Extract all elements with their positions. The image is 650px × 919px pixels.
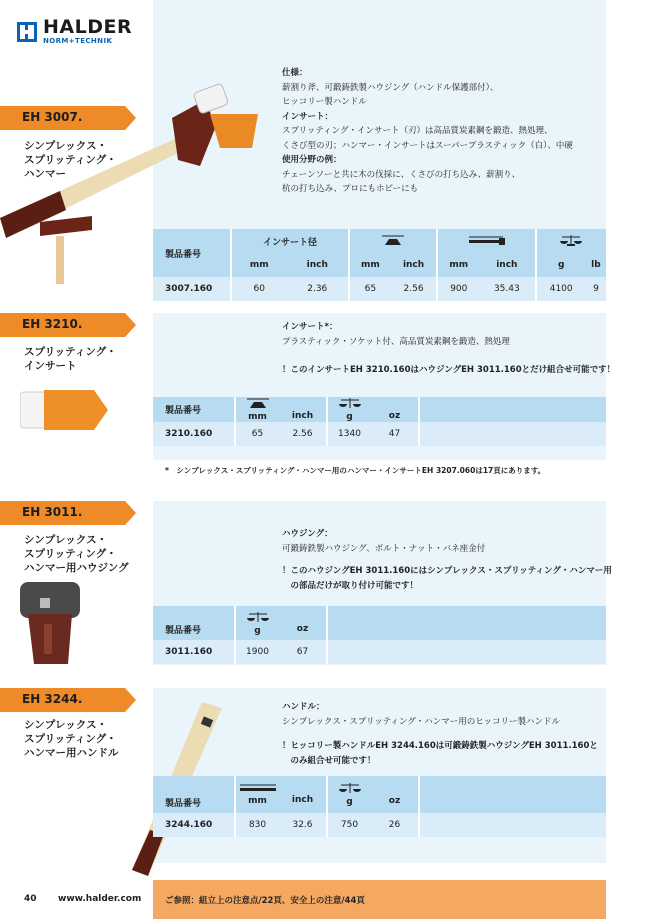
col-product-number: 製品番号 [153,606,235,640]
table-row: 3007.160 60 2.36 65 2.56 900 35.43 4100 9 [153,277,606,301]
halder-logo-mark [17,22,37,42]
insert-diameter-icon [380,234,406,246]
section-3007-description: 仕様： 薪割り斧、可鍛鋳鉄製ハウジング（ハンドル保護部付）、 ヒッコリー製ハンドル インサート： スプリッティング・インサート（刃）は高品質炭素鋼を鍛造、熱処理、 くさび型の刃；ハンマー・インサートはスーパープラスティック（白）、中硬 使用分野の例： チェーンソーと共に木の伐採に、くさびの打ち込み、薪割り、 杭の打ち込み、プロにもホビーにも [282,68,573,194]
col-product-number: 製品番号 [153,229,231,277]
product-code: EH 3011. [22,505,83,519]
section-3011-tag [0,501,125,525]
hammer-housing-image [20,580,82,666]
page-number: 40 [24,894,37,904]
weight-scale-icon [338,782,362,794]
length-icon [467,234,507,246]
footnote: * シンプレックス・スプリッティング・ハンマー用のハンマー・インサートEH 3207.060は17頁にあります。 [165,466,546,475]
section-3244-tag [0,688,125,712]
weight-scale-icon [559,234,583,246]
product-code: EH 3244. [22,692,83,706]
product-name: シンプレックス・ スプリッティング・ ハンマー [24,140,117,180]
reference-note-bar [153,880,606,919]
spec-table-3011: 製品番号 g oz 3011.160 1900 67 [153,606,606,664]
product-name: シンプレックス・ スプリッティング・ ハンマー用ハンドル [24,719,119,759]
product-name: スプリッティング・ インサート [24,346,117,372]
insert-diameter-icon [245,397,271,409]
weight-scale-icon [338,397,362,409]
product-code: EH 3210. [22,317,83,331]
col-product-number: 製品番号 [153,397,235,422]
product-code: EH 3007. [22,110,83,124]
table-row: 3244.160 830 32.6 750 26 [153,813,606,837]
spec-table-3244: 製品番号 mm inch g oz 3244.160 830 32.6 750 26 [153,776,606,837]
weight-header [536,229,606,253]
reference-note: ご参照：組立上の注意点/22頁、安全上の注意/44頁 [165,896,365,906]
brand-sub: NORM+TECHNIK [43,37,113,45]
splitting-insert-image [20,388,110,432]
spec-table-3007: 製品番号 インサート径 mm inch mm inch mm inch g lb 3007.160 60 2.36 65 2.56 900 35.43 4100 9 [153,229,606,301]
section-3244-description: ハンドル： シンプレックス・スプリッティング・ハンマー用のヒッコリー製ハンドル ！ヒッコリー製ハンドルEH 3244.160は可鍛鋳鉄製ハウジングEH 3011.160と のみ組合せ可能です！ [282,702,598,766]
weight-scale-icon [246,611,270,623]
table-row: 3011.160 1900 67 [153,640,606,664]
length-icon [238,783,278,793]
section-3210-description: インサート*： プラスティック・ソケット付、高品質炭素鋼を鍛造、熱処理 ！このインサートEH 3210.160はハウジングEH 3011.160とだけ組合せ可能です！ [282,322,616,375]
spec-table-3210: 製品番号 mm inch g oz 3210.160 65 2.56 1340 47 [153,397,606,446]
halder-logo [17,18,132,45]
website-link[interactable]: www.halder.com [58,894,142,904]
product-name: シンプレックス・ スプリッティング・ ハンマー用ハウジング [24,534,129,574]
insert-width-header [349,229,437,253]
section-3011-description: ハウジング： 可鍛鋳鉄製ハウジング、ボルト・ナット・バネ座金付 ！このハウジングEH 3011.160にはシンプレックス・スプリッティング・ハンマー用 の部品だけが取り付け可能です！ [282,529,612,591]
table-row: 3210.160 65 2.56 1340 47 [153,422,606,446]
brand-name: HALDER [43,16,133,38]
insert-diameter-header: インサート径 [231,229,349,253]
section-3210-tag [0,313,125,337]
length-header [437,229,535,253]
col-product-number: 製品番号 [153,776,235,813]
